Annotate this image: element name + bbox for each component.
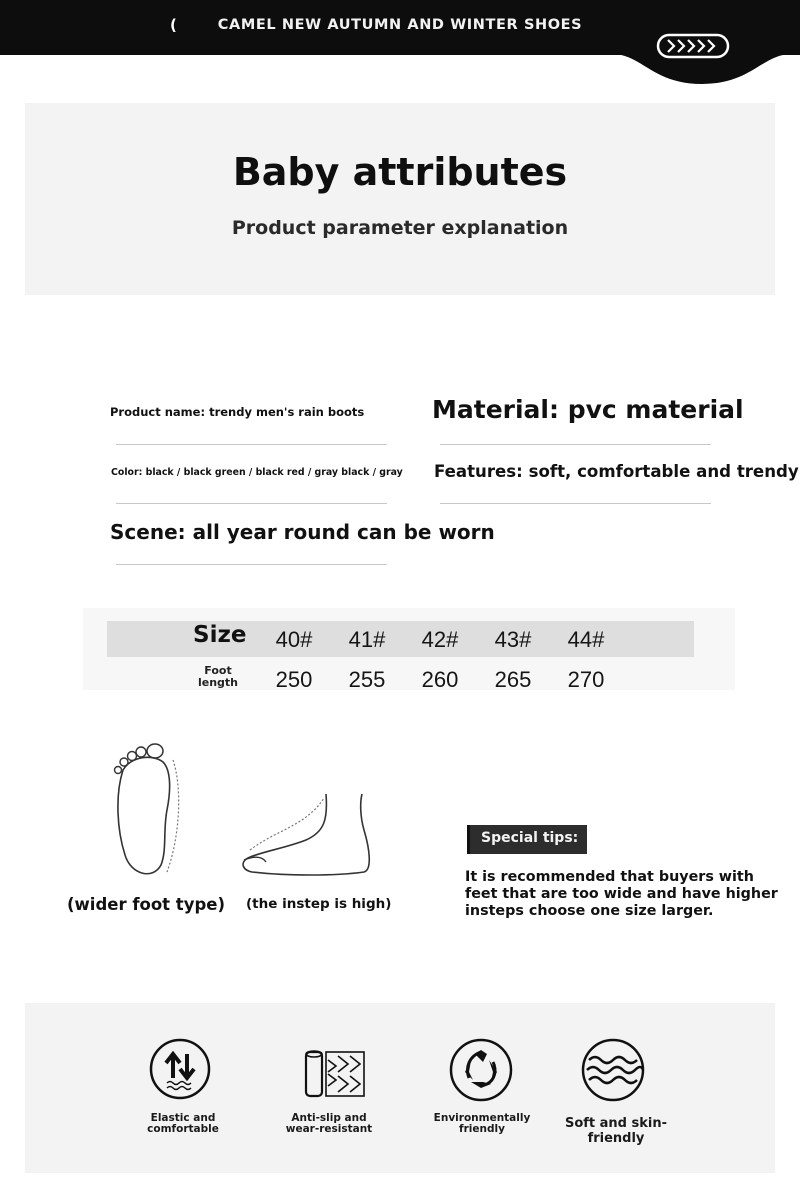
size-cell: 43#: [494, 627, 532, 652]
page-subtitle: Product parameter explanation: [231, 217, 569, 239]
size-cell: 44#: [567, 627, 605, 652]
feature-label-soft: Soft and skin-friendly: [564, 1116, 668, 1146]
attr-scene: Scene: all year round can be worn: [110, 520, 495, 544]
attr-color: Color: black / black green / black red / gray black / gray: [111, 467, 403, 478]
high-instep-foot-illustration: [236, 790, 378, 882]
feature-label-anti-slip: [276, 1113, 382, 1135]
special-tips-label: Special tips:: [481, 830, 579, 846]
banner-paren-left: (: [170, 16, 177, 34]
elastic-arrows-icon: [149, 1038, 211, 1100]
length-cell: 265: [494, 667, 532, 692]
feature-label-eco: [428, 1113, 536, 1135]
foot-length-label: [193, 665, 243, 689]
foot-length-label-line2: length: [197, 676, 239, 689]
feature-label-line: friendly: [459, 1123, 505, 1135]
divider: [116, 564, 387, 565]
length-cell: 270: [567, 667, 605, 692]
header-panel: [25, 103, 775, 295]
feature-label-line: Anti-slip and: [291, 1112, 367, 1124]
feature-label-elastic: [130, 1113, 236, 1135]
foot-length-label-line1: Foot: [204, 664, 232, 677]
special-tips-badge: [467, 825, 587, 854]
size-cell: 42#: [421, 627, 459, 652]
banner-title: CAMEL NEW AUTUMN AND WINTER SHOES: [217, 17, 583, 33]
size-cell: 40#: [275, 627, 313, 652]
divider: [116, 503, 387, 504]
feature-label-line: comfortable: [147, 1123, 219, 1135]
recycle-icon: [449, 1038, 513, 1102]
size-label: Size: [193, 622, 247, 648]
attr-features: Features: soft, comfortable and trendy: [434, 462, 799, 481]
attr-material: Material: pvc material: [432, 395, 744, 424]
length-cell: 250: [275, 667, 313, 692]
attr-product-name: Product name: trendy men's rain boots: [110, 405, 365, 419]
camel-sole-logo-icon: [612, 0, 792, 90]
special-tips-text: It is recommended that buyers with feet that are too wide and have higher insteps choose one size larger.: [465, 869, 778, 919]
soft-waves-icon: [581, 1038, 645, 1102]
divider: [440, 444, 711, 445]
divider: [116, 444, 387, 445]
length-cell: 255: [348, 667, 386, 692]
length-cell: 260: [421, 667, 459, 692]
page-title: Baby attributes: [232, 150, 568, 194]
feature-label-line: wear-resistant: [285, 1123, 373, 1135]
size-cell: 41#: [348, 627, 386, 652]
features-panel: [25, 1003, 775, 1173]
high-instep-caption: (the instep is high): [246, 896, 392, 912]
anti-slip-sole-icon: [300, 1048, 368, 1100]
feature-label-line: Elastic and: [150, 1112, 216, 1124]
wide-foot-illustration: [105, 740, 185, 880]
wide-foot-caption: (wider foot type): [67, 895, 225, 914]
divider: [440, 503, 711, 504]
feature-label-line: Environmentally: [433, 1112, 531, 1124]
